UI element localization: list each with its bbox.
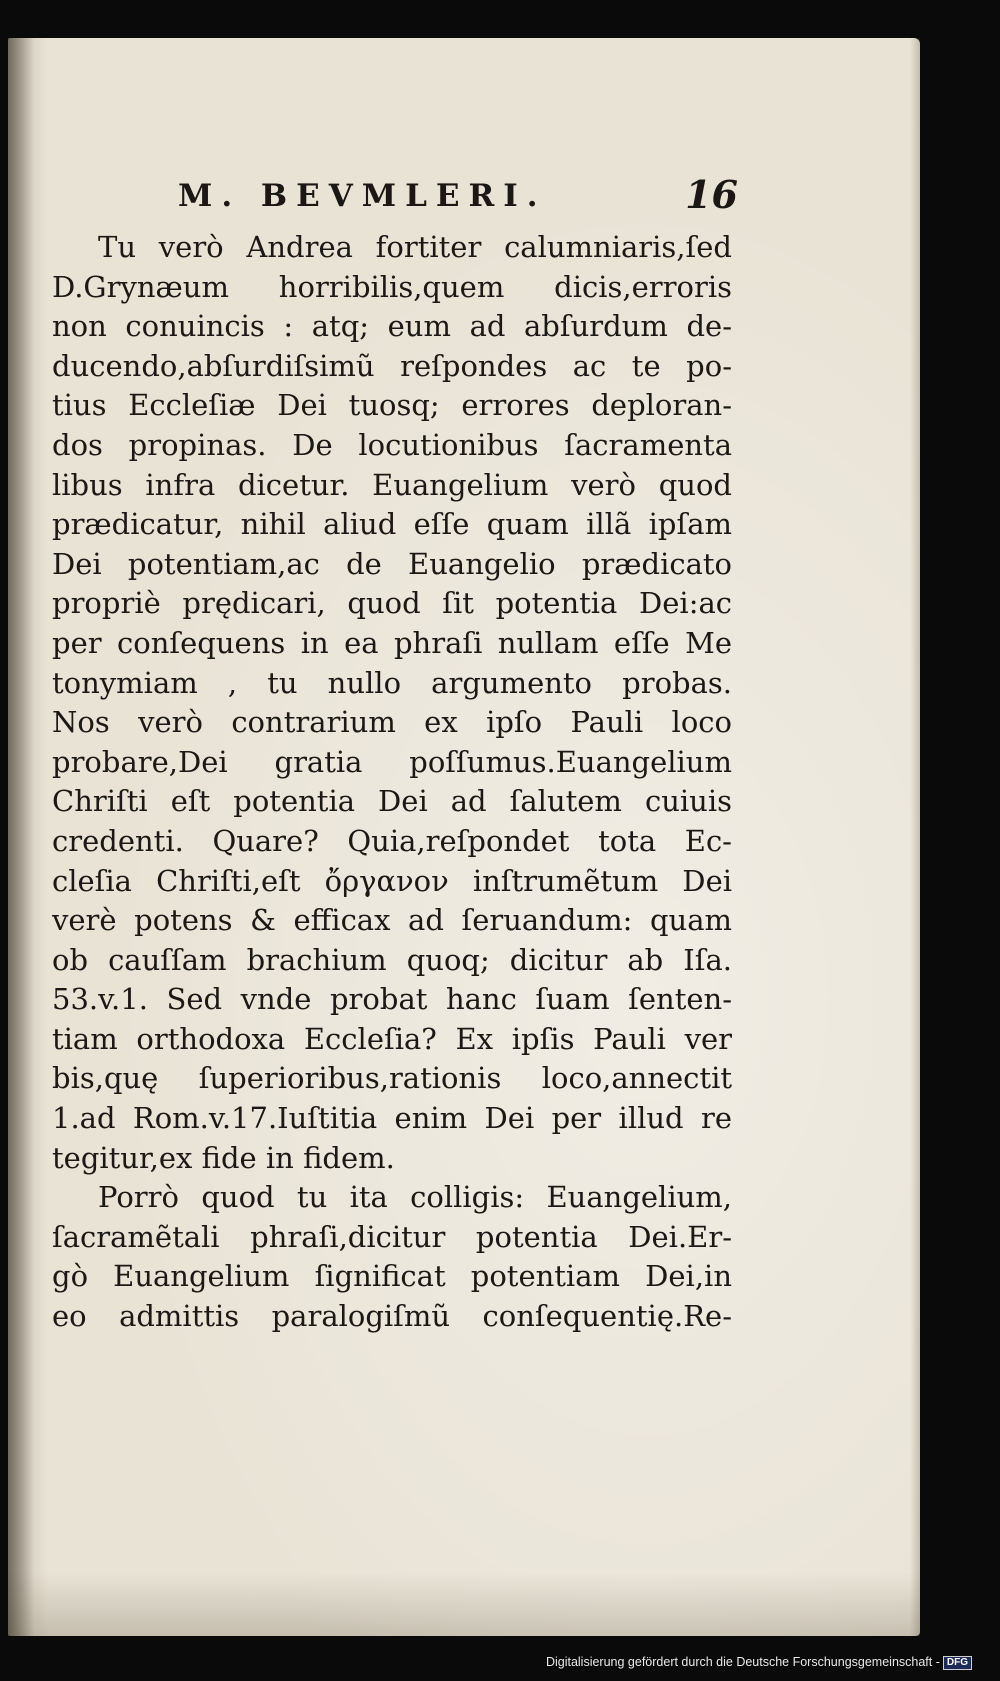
text-line: probare,Dei gratia poſſumus.Euangelium: [52, 744, 732, 779]
credit-text: Digitalisierung gefördert durch die Deutsche Forschungsgemeinschaft -: [545, 1655, 940, 1669]
body-text: [52, 228, 732, 1337]
text-line: tius Eccleſiæ Dei tuosq; errores deploran-: [52, 388, 732, 423]
text-line: eo admittis paralogiſmũ conſequentię.Re-: [52, 1299, 732, 1334]
page-number: 16: [685, 172, 738, 217]
text-line: ſacramẽtali phraſi,dicitur potentia Dei.Er-: [52, 1219, 732, 1254]
text-line: cleſia Chriſti,eſt ὄργανον inſtrumẽtum Dei: [52, 863, 732, 898]
digitization-credit: [546, 1655, 972, 1670]
running-title: M. BEVMLERI.: [178, 178, 547, 214]
book-page: [8, 38, 920, 1636]
text-line: verè potens & efficax ad ſeruandum: quam: [52, 903, 732, 938]
text-line: Porrò quod tu ita colligis: Euangelium,: [98, 1180, 732, 1215]
text-line: propriè prędicari, quod ſit potentia Dei:ac: [52, 586, 732, 621]
text-line: bis,quę ſuperioribus,rationis loco,annectit: [52, 1061, 732, 1096]
gutter-shadow: [8, 38, 34, 1636]
text-line: ducendo,abſurdiſsimũ reſpondes ac te po-: [52, 348, 732, 383]
text-line: ob cauſſam brachium quoq; dicitur ab Iſa.: [52, 942, 732, 977]
text-line: Dei potentiam,ac de Euangelio prædicato: [52, 546, 732, 581]
text-line: prædicatur, nihil aliud eſſe quam illã ipſam: [52, 507, 732, 542]
text-line: Tu verò Andrea fortiter calumniaris,ſed: [98, 230, 732, 264]
text-line: tiam orthodoxa Eccleſia? Ex ipſis Pauli ver: [52, 1021, 732, 1056]
dfg-logo: DFG: [943, 1656, 972, 1670]
page-edge: [910, 38, 920, 1636]
page-header: [178, 172, 738, 222]
text-line: 53.v.1. Sed vnde probat hanc ſuam ſenten-: [52, 982, 732, 1017]
text-line: D.Grynæum horribilis,quem dicis,erroris: [52, 269, 732, 304]
text-line: 1.ad Rom.v.17.Iuſtitia enim Dei per illud re: [52, 1101, 732, 1136]
text-line: tonymiam , tu nullo argumento probas.: [52, 665, 732, 700]
text-line: libus infra dicetur. Euangelium verò quod: [52, 467, 732, 502]
text-line: Chriſti eſt potentia Dei ad ſalutem cuiuis: [52, 784, 732, 819]
text-line: tegitur,ex fide in fidem.: [52, 1140, 395, 1175]
text-line: credenti. Quare? Quia,reſpondet tota Ec-: [52, 823, 732, 858]
text-line: Nos verò contrarium ex ipſo Pauli loco: [52, 705, 732, 740]
text-line: non conuincis : atq; eum ad abſurdum de-: [52, 309, 732, 344]
text-line: per conſequens in ea phraſi nullam eſſe Me: [52, 625, 732, 660]
text-line: dos propinas. De locutionibus ſacramenta: [52, 427, 732, 462]
text-line: gò Euangelium ſignificat potentiam Dei,in: [52, 1259, 732, 1294]
